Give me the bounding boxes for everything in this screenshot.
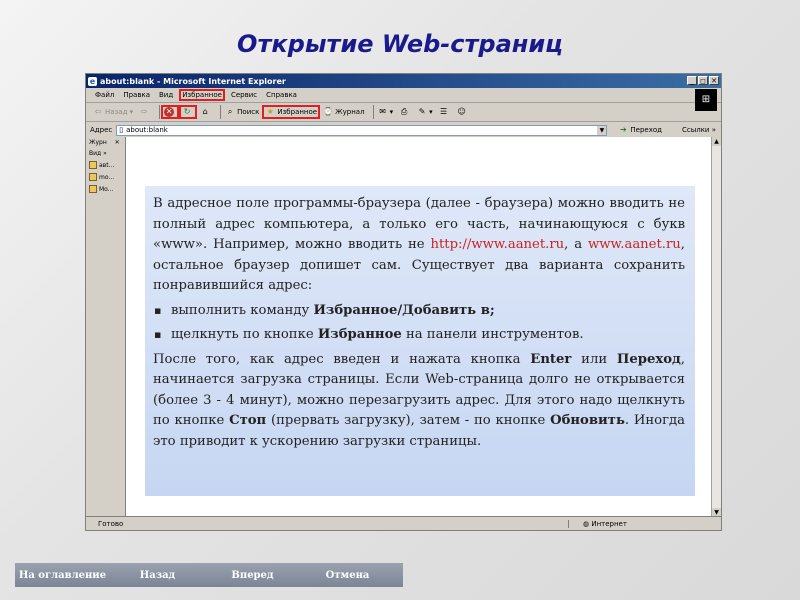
forward-button[interactable] — [138, 107, 152, 117]
toolbar-separator — [159, 105, 160, 119]
history-title: Журн — [89, 139, 107, 146]
globe-icon: ◍ — [583, 519, 592, 528]
maximize-button[interactable]: ◻ — [698, 76, 708, 85]
text-segment: выполнить команду — [171, 302, 314, 318]
toolbar-separator — [220, 105, 221, 119]
history-pane — [86, 137, 126, 517]
text-segment: . Иногда это приводит к ускорению загрузки страницы. — [153, 413, 685, 449]
links-label: Ссылки — [681, 126, 710, 134]
go-button[interactable] — [617, 125, 663, 135]
forward-arrow-icon: ⇨ — [140, 107, 148, 116]
scroll-up-icon[interactable]: ▲ — [712, 137, 721, 146]
vertical-scrollbar[interactable] — [711, 137, 721, 517]
mail-button[interactable]: ✉ ▾ — [379, 107, 394, 116]
menu-help[interactable]: Справка — [266, 91, 297, 99]
window-title: about:blank - Microsoft Internet Explorer — [100, 76, 286, 86]
text-segment: (прервать загрузку), затем - по кнопке — [266, 413, 551, 428]
address-input[interactable] — [116, 125, 607, 136]
text-segment: , остальное браузер допишет сам. Существует два варианта сохранить понравившийся адрес: — [153, 237, 685, 293]
text-segment: Enter — [530, 351, 572, 367]
list-item — [153, 325, 685, 346]
toolbar — [86, 103, 721, 122]
menu-file[interactable]: Файл — [95, 91, 115, 99]
address-label: Адрес — [90, 126, 113, 134]
cancel-button[interactable]: Отмена — [325, 569, 370, 581]
refresh-icon: ↻ — [183, 107, 191, 116]
home-button[interactable] — [199, 107, 213, 117]
paragraph — [153, 350, 685, 453]
favorites-button[interactable] — [264, 107, 318, 117]
links-button[interactable] — [681, 126, 717, 134]
bottom-nav — [15, 563, 403, 587]
text-segment: , начинается загрузка страницы. Если Web-страница долго не открывается (более 3 - 4 минут), можно перезагрузить адрес. Для этого надо щелкнуть по кнопке — [153, 351, 685, 428]
list-item[interactable] — [86, 183, 125, 195]
list-item — [153, 301, 685, 322]
text-segment: на панели инструментов. — [401, 327, 584, 342]
text-segment: Избранное — [317, 327, 402, 342]
close-icon[interactable]: ✕ — [114, 139, 120, 146]
edit-button[interactable]: ✎ ▾ — [418, 107, 433, 116]
chevron-down-icon: ▾ — [127, 108, 134, 116]
home-icon: ⌂ — [202, 107, 208, 116]
back-nav-button[interactable]: Назад — [139, 569, 176, 581]
forward-nav-button[interactable]: Вперед — [231, 569, 274, 581]
minimize-button[interactable]: _ — [687, 76, 697, 85]
journal-label: Журнал — [335, 108, 365, 116]
menu-favorites[interactable]: Избранное — [182, 91, 222, 99]
windows-logo-icon: ⊞ — [695, 89, 717, 111]
status-text: Готово — [98, 519, 124, 528]
discuss-button[interactable] — [438, 107, 452, 117]
zone-text — [568, 520, 627, 528]
text-segment: Переход — [616, 351, 681, 367]
chevron-right-icon: » — [103, 150, 107, 157]
list-item-label: Mo... — [99, 185, 114, 193]
text-segment: После того, как адрес введен и нажата кнопка — [153, 351, 531, 367]
list-item-label: mo... — [99, 173, 115, 181]
back-button[interactable] — [92, 107, 134, 117]
address-value: about:blank — [126, 126, 168, 134]
search-button[interactable] — [224, 107, 260, 117]
scroll-down-icon[interactable]: ▼ — [712, 508, 721, 517]
text-segment: или — [571, 351, 617, 367]
list-item-label: aвt... — [99, 161, 115, 169]
menu-tools[interactable]: Сервис — [230, 91, 258, 99]
menu-edit[interactable]: Правка — [123, 91, 150, 99]
menu-bar — [86, 88, 721, 103]
mail-icon: ✉ — [379, 107, 386, 116]
menu-view[interactable]: Вид — [158, 91, 174, 99]
text-segment: щелкнуть по кнопке — [171, 327, 318, 342]
history-pane-header — [86, 137, 125, 148]
bullet-list — [153, 301, 685, 346]
folder-icon — [89, 173, 97, 181]
url-link: http://www.aanet.ru — [430, 237, 565, 252]
chevron-right-icon: » — [709, 126, 716, 134]
go-label: Переход — [630, 126, 662, 134]
list-item[interactable] — [86, 171, 125, 183]
text-segment: Избранное/Добавить в; — [313, 302, 495, 318]
chevron-down-icon[interactable]: ▼ — [597, 126, 606, 135]
edit-icon: ✎ — [418, 107, 426, 116]
print-button[interactable] — [398, 107, 412, 117]
print-icon: ⎙ — [400, 107, 408, 116]
messenger-icon: ☺ — [457, 107, 466, 116]
back-arrow-icon: ⇦ — [94, 107, 102, 116]
back-label: Назад — [105, 108, 128, 116]
history-view-button[interactable] — [86, 148, 125, 159]
toc-button[interactable]: На оглавление — [18, 569, 107, 581]
folder-icon — [89, 161, 97, 169]
title-bar — [86, 74, 721, 88]
search-icon: ⌕ — [227, 107, 233, 116]
list-item[interactable] — [86, 159, 125, 171]
text-segment: Стоп — [229, 413, 267, 428]
toolbar-separator — [373, 105, 374, 119]
stop-icon: ✕ — [165, 107, 173, 116]
status-bar — [86, 516, 721, 530]
page-icon: ▯ — [119, 126, 124, 134]
go-arrow-icon: ➔ — [620, 125, 627, 134]
text-segment: , а — [564, 237, 588, 252]
explanation-textbox — [145, 186, 695, 496]
slide-title: Открытие Web-страниц — [237, 30, 563, 58]
history-view-label: Вид — [89, 150, 102, 157]
url-link: www.aanet.ru — [587, 237, 681, 252]
discuss-icon: ☰ — [440, 107, 448, 116]
paragraph — [153, 194, 685, 297]
favorites-label: Избранное — [277, 108, 318, 116]
folder-icon — [89, 185, 97, 193]
messenger-button[interactable] — [456, 107, 470, 117]
journal-button[interactable] — [322, 107, 365, 117]
close-button[interactable]: ✕ — [709, 76, 719, 85]
search-label: Поиск — [237, 108, 260, 116]
history-icon: ⌚ — [323, 107, 334, 116]
refresh-button[interactable] — [181, 107, 195, 117]
favorites-icon: ★ — [266, 107, 274, 116]
text-segment: Обновить — [550, 413, 625, 428]
stop-button[interactable] — [163, 107, 177, 117]
zone-label: Интернет — [591, 519, 627, 528]
ie-logo-icon: e — [89, 76, 96, 86]
text-segment: В адресное поле программы-браузера (далее - браузера) можно вводить не полный адрес компьютера, а только его часть, начинающуюся с букв «www». Например, можно вводить не — [153, 196, 685, 252]
